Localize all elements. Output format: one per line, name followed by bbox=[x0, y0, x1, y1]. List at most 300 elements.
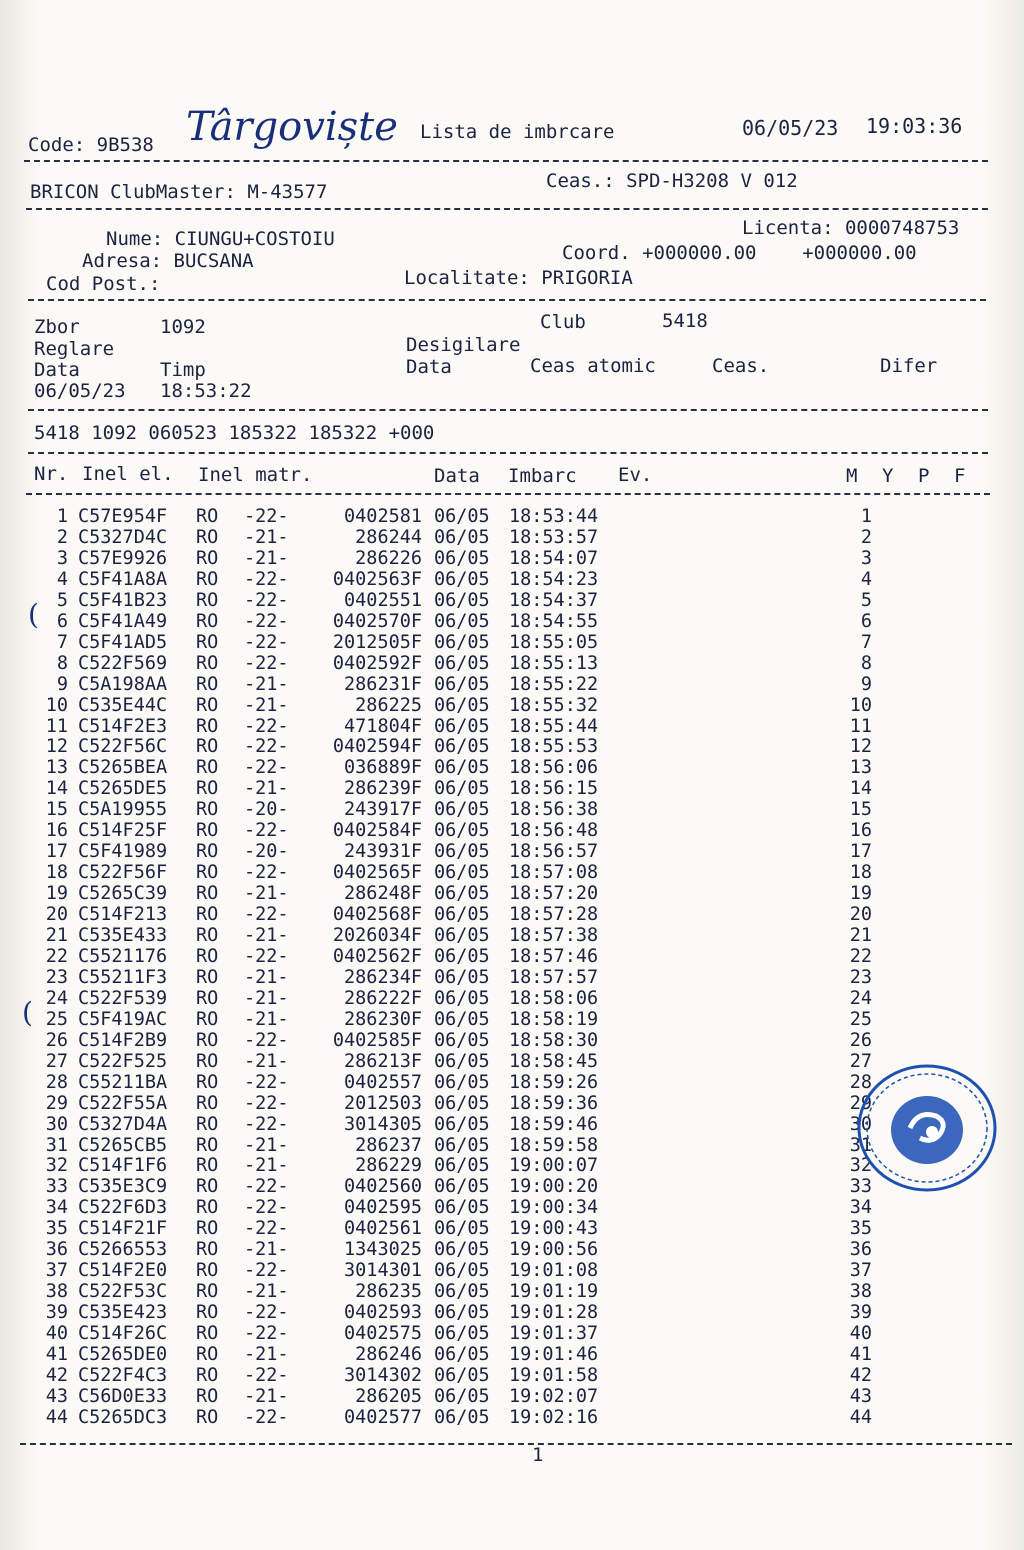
boarding-date: 06/05 bbox=[434, 1281, 490, 1303]
ring-number: 036889F bbox=[344, 757, 422, 779]
table-row bbox=[0, 527, 1024, 548]
position-m: 23 bbox=[849, 966, 872, 988]
electronic-ring-id: C5F41A49 bbox=[78, 610, 168, 632]
ring-number: 471804F bbox=[344, 715, 422, 737]
ring-number: 243931F bbox=[344, 841, 422, 863]
year-code: -21- bbox=[244, 1050, 289, 1072]
year-code: -22- bbox=[244, 631, 289, 653]
electronic-ring-id: C514F2E3 bbox=[78, 715, 168, 737]
boarding-time: 19:02:16 bbox=[509, 1406, 599, 1428]
row-number: 4 bbox=[56, 568, 68, 590]
boarding-time: 18:56:15 bbox=[509, 778, 599, 800]
table-row bbox=[0, 778, 1024, 799]
electronic-ring-id: C522F55A bbox=[78, 1092, 168, 1114]
country-code: RO bbox=[196, 925, 219, 946]
header-ring-number: Inel matr. bbox=[198, 464, 313, 486]
boarding-time: 19:01:58 bbox=[509, 1364, 599, 1386]
boarding-time: 18:56:57 bbox=[509, 841, 599, 863]
year-code: -22- bbox=[244, 1071, 289, 1093]
boarding-time: 18:57:46 bbox=[509, 945, 599, 967]
table-row bbox=[0, 632, 1024, 653]
table-row bbox=[0, 967, 1024, 988]
boarding-time: 18:58:30 bbox=[509, 1029, 599, 1051]
separator-line bbox=[26, 493, 990, 495]
postal-code: Cod Post.: bbox=[46, 273, 161, 295]
boarding-date: 06/05 bbox=[434, 1155, 490, 1177]
row-number: 27 bbox=[45, 1050, 68, 1072]
boarding-time: 18:59:58 bbox=[509, 1134, 599, 1156]
boarding-time: 18:59:46 bbox=[509, 1113, 599, 1135]
country-code: RO bbox=[196, 1050, 219, 1072]
boarding-time: 18:55:22 bbox=[509, 673, 599, 695]
country-code: RO bbox=[196, 1281, 219, 1303]
year-code: -22- bbox=[244, 1260, 289, 1282]
handwritten-bracket-mark: ( bbox=[22, 996, 33, 1029]
position-m: 26 bbox=[849, 1029, 872, 1051]
electronic-ring-id: C514F2E0 bbox=[78, 1260, 168, 1282]
year-code: -22- bbox=[244, 1029, 289, 1051]
year-code: -22- bbox=[244, 1406, 289, 1428]
boarding-date: 06/05 bbox=[434, 1134, 490, 1156]
boarding-time: 18:55:05 bbox=[509, 631, 599, 653]
country-code: RO bbox=[196, 1008, 219, 1030]
country-code: RO bbox=[196, 1302, 219, 1324]
country-code: RO bbox=[196, 736, 219, 758]
year-code: -22- bbox=[244, 1218, 289, 1240]
electronic-ring-id: C5F419AC bbox=[78, 1008, 168, 1030]
table-row bbox=[0, 757, 1024, 778]
electronic-ring-id: C522F539 bbox=[78, 987, 168, 1009]
boarding-date: 06/05 bbox=[434, 1218, 490, 1240]
ring-number: 0402561 bbox=[344, 1218, 422, 1240]
country-code: RO bbox=[196, 757, 219, 779]
country-code: RO bbox=[196, 1364, 219, 1386]
electronic-ring-id: C56D0E33 bbox=[78, 1385, 168, 1407]
electronic-ring-id: C522F569 bbox=[78, 652, 168, 674]
row-number: 26 bbox=[45, 1029, 68, 1051]
country-code: RO bbox=[196, 1134, 219, 1156]
year-code: -22- bbox=[244, 652, 289, 674]
row-number: 19 bbox=[45, 883, 68, 905]
position-m: 8 bbox=[860, 652, 872, 674]
country-code: RO bbox=[196, 778, 219, 800]
boarding-date: 06/05 bbox=[434, 1260, 490, 1282]
country-code: RO bbox=[196, 1113, 219, 1135]
separator-line bbox=[24, 160, 988, 162]
boarding-date: 06/05 bbox=[434, 506, 490, 527]
table-row bbox=[0, 946, 1024, 967]
row-number: 39 bbox=[45, 1302, 68, 1324]
ring-number: 0402565F bbox=[332, 862, 422, 884]
electronic-ring-id: C5327D4A bbox=[78, 1113, 168, 1135]
boarding-time: 19:00:43 bbox=[509, 1218, 599, 1240]
boarding-date: 06/05 bbox=[434, 820, 490, 842]
print-time: 19:03:36 bbox=[866, 114, 963, 138]
year-code: -22- bbox=[244, 1302, 289, 1324]
year-code: -22- bbox=[244, 1323, 289, 1345]
ring-number: 286225 bbox=[355, 694, 422, 716]
position-m: 2 bbox=[860, 526, 872, 548]
country-code: RO bbox=[196, 862, 219, 884]
position-m: 19 bbox=[849, 883, 872, 905]
electronic-ring-id: C5F41B23 bbox=[78, 589, 168, 611]
ring-number: 2012503 bbox=[344, 1092, 422, 1114]
electronic-ring-id: C535E433 bbox=[78, 925, 168, 946]
year-code: -21- bbox=[244, 966, 289, 988]
position-m: 33 bbox=[849, 1176, 872, 1198]
year-code: -22- bbox=[244, 568, 289, 590]
table-row bbox=[0, 653, 1024, 674]
electronic-ring-id: C522F6D3 bbox=[78, 1197, 168, 1219]
clock-id: Ceas.: SPD-H3208 V 012 bbox=[546, 170, 798, 192]
country-code: RO bbox=[196, 568, 219, 590]
boarding-date: 06/05 bbox=[434, 589, 490, 611]
boarding-date: 06/05 bbox=[434, 1302, 490, 1324]
country-code: RO bbox=[196, 589, 219, 611]
boarding-date: 06/05 bbox=[434, 1385, 490, 1407]
ring-number: 286248F bbox=[344, 883, 422, 905]
year-code: -22- bbox=[244, 945, 289, 967]
country-code: RO bbox=[196, 1029, 219, 1051]
country-code: RO bbox=[196, 966, 219, 988]
row-number: 29 bbox=[45, 1092, 68, 1114]
electronic-ring-id: C5F41989 bbox=[78, 841, 168, 863]
year-code: -21- bbox=[244, 1281, 289, 1303]
row-number: 30 bbox=[45, 1113, 68, 1135]
electronic-ring-id: C5327D4C bbox=[78, 526, 168, 548]
position-m: 34 bbox=[849, 1197, 872, 1219]
table-row bbox=[0, 590, 1024, 611]
table-row bbox=[0, 1218, 1024, 1239]
table-row bbox=[0, 904, 1024, 925]
row-number: 36 bbox=[45, 1239, 68, 1261]
header-y: Y bbox=[882, 465, 894, 487]
boarding-date: 06/05 bbox=[434, 1239, 490, 1261]
handwritten-bracket-mark: ( bbox=[28, 598, 39, 631]
position-m: 16 bbox=[849, 820, 872, 842]
header-p: P bbox=[918, 465, 930, 487]
boarding-date: 06/05 bbox=[434, 547, 490, 569]
position-m: 35 bbox=[849, 1218, 872, 1240]
unseal-date-label: Data bbox=[406, 356, 452, 378]
position-m: 18 bbox=[849, 862, 872, 884]
boarding-time: 18:53:57 bbox=[509, 526, 599, 548]
year-code: -21- bbox=[244, 526, 289, 548]
country-code: RO bbox=[196, 1323, 219, 1345]
position-m: 27 bbox=[849, 1050, 872, 1072]
row-number: 42 bbox=[45, 1364, 68, 1386]
row-number: 21 bbox=[45, 925, 68, 946]
country-code: RO bbox=[196, 841, 219, 863]
ring-number: 286234F bbox=[344, 966, 422, 988]
boarding-date: 06/05 bbox=[434, 1029, 490, 1051]
boarding-date: 06/05 bbox=[434, 1176, 490, 1198]
year-code: -22- bbox=[244, 757, 289, 779]
separator-line bbox=[28, 299, 986, 301]
position-m: 7 bbox=[860, 631, 872, 653]
table-row bbox=[0, 1323, 1024, 1344]
ring-number: 1343025 bbox=[344, 1239, 422, 1261]
boarding-time: 19:01:46 bbox=[509, 1344, 599, 1365]
position-m: 13 bbox=[849, 757, 872, 779]
position-m: 6 bbox=[860, 610, 872, 632]
row-number: 41 bbox=[45, 1344, 68, 1365]
ring-number: 286239F bbox=[344, 778, 422, 800]
country-code: RO bbox=[196, 1385, 219, 1407]
flight-number: 1092 bbox=[160, 316, 206, 338]
ring-number: 3014305 bbox=[344, 1113, 422, 1135]
boarding-date: 06/05 bbox=[434, 904, 490, 926]
boarding-time: 18:53:44 bbox=[509, 506, 599, 527]
table-row bbox=[0, 716, 1024, 737]
ring-number: 286246 bbox=[355, 1344, 422, 1365]
boarding-time: 18:54:23 bbox=[509, 568, 599, 590]
country-code: RO bbox=[196, 1155, 219, 1177]
position-m: 42 bbox=[849, 1364, 872, 1386]
row-number: 40 bbox=[45, 1323, 68, 1345]
boarding-time: 18:56:38 bbox=[509, 799, 599, 821]
ring-number: 3014301 bbox=[344, 1260, 422, 1282]
electronic-ring-id: C5266553 bbox=[78, 1239, 168, 1261]
ring-number: 0402584F bbox=[332, 820, 422, 842]
table-row bbox=[0, 695, 1024, 716]
row-number: 14 bbox=[45, 778, 68, 800]
row-number: 1 bbox=[56, 506, 68, 527]
table-row bbox=[0, 1386, 1024, 1407]
ring-number: 0402585F bbox=[332, 1029, 422, 1051]
year-code: -21- bbox=[244, 883, 289, 905]
position-m: 5 bbox=[860, 589, 872, 611]
year-code: -22- bbox=[244, 610, 289, 632]
boarding-date: 06/05 bbox=[434, 987, 490, 1009]
electronic-ring-id: C5265C39 bbox=[78, 883, 168, 905]
row-number: 33 bbox=[45, 1176, 68, 1198]
year-code: -21- bbox=[244, 1008, 289, 1030]
row-number: 13 bbox=[45, 757, 68, 779]
position-m: 1 bbox=[860, 506, 872, 527]
ring-number: 286235 bbox=[355, 1281, 422, 1303]
boarding-time: 18:57:57 bbox=[509, 966, 599, 988]
boarding-time: 18:57:28 bbox=[509, 904, 599, 926]
electronic-ring-id: C514F25F bbox=[78, 820, 168, 842]
electronic-ring-id: C5265DC3 bbox=[78, 1406, 168, 1428]
header-m: M bbox=[846, 465, 858, 487]
table-row bbox=[0, 1281, 1024, 1302]
year-code: -22- bbox=[244, 1092, 289, 1114]
ring-number: 286226 bbox=[355, 547, 422, 569]
header-nr: Nr. bbox=[34, 463, 69, 485]
electronic-ring-id: C5F41A8A bbox=[78, 568, 168, 590]
row-number: 37 bbox=[45, 1260, 68, 1282]
row-number: 44 bbox=[45, 1406, 68, 1428]
country-code: RO bbox=[196, 1260, 219, 1282]
separator-line bbox=[28, 452, 988, 454]
boarding-date: 06/05 bbox=[434, 1113, 490, 1135]
electronic-ring-id: C5265CB5 bbox=[78, 1134, 168, 1156]
table-row bbox=[0, 925, 1024, 946]
boarding-time: 19:02:07 bbox=[509, 1385, 599, 1407]
locality: Localitate: PRIGORIA bbox=[404, 267, 633, 289]
row-number: 11 bbox=[45, 715, 68, 737]
position-m: 9 bbox=[860, 673, 872, 695]
ring-number: 0402560 bbox=[344, 1176, 422, 1198]
position-m: 29 bbox=[849, 1092, 872, 1114]
country-code: RO bbox=[196, 820, 219, 842]
header-date: Data bbox=[434, 465, 480, 487]
country-code: RO bbox=[196, 1406, 219, 1428]
table-row bbox=[0, 1260, 1024, 1281]
year-code: -22- bbox=[244, 1113, 289, 1135]
boarding-date: 06/05 bbox=[434, 715, 490, 737]
position-m: 22 bbox=[849, 945, 872, 967]
electronic-ring-id: C522F56F bbox=[78, 862, 168, 884]
ring-number: 286205 bbox=[355, 1385, 422, 1407]
table-row bbox=[0, 1239, 1024, 1260]
row-number: 22 bbox=[45, 945, 68, 967]
year-code: -22- bbox=[244, 506, 289, 527]
row-number: 43 bbox=[45, 1385, 68, 1407]
year-code: -21- bbox=[244, 925, 289, 946]
ring-number: 0402575 bbox=[344, 1323, 422, 1345]
row-number: 24 bbox=[45, 987, 68, 1009]
position-m: 21 bbox=[849, 925, 872, 946]
ring-number: 0402563F bbox=[332, 568, 422, 590]
owner-address: Adresa: BUCSANA bbox=[82, 250, 254, 272]
electronic-ring-id: C57E9926 bbox=[78, 547, 168, 569]
ring-number: 286229 bbox=[355, 1155, 422, 1177]
year-code: -22- bbox=[244, 1197, 289, 1219]
year-code: -21- bbox=[244, 694, 289, 716]
atomic-clock-label: Ceas atomic bbox=[530, 355, 656, 377]
country-code: RO bbox=[196, 1197, 219, 1219]
table-row bbox=[0, 1030, 1024, 1051]
setting-date: 06/05/23 bbox=[34, 380, 126, 402]
year-code: -22- bbox=[244, 904, 289, 926]
boarding-date: 06/05 bbox=[434, 1406, 490, 1428]
boarding-time: 18:54:07 bbox=[509, 547, 599, 569]
ring-number: 0402581 bbox=[344, 506, 422, 527]
position-m: 40 bbox=[849, 1323, 872, 1345]
country-code: RO bbox=[196, 673, 219, 695]
ring-number: 0402570F bbox=[332, 610, 422, 632]
year-code: -22- bbox=[244, 715, 289, 737]
year-code: -21- bbox=[244, 1134, 289, 1156]
boarding-time: 18:56:06 bbox=[509, 757, 599, 779]
position-m: 10 bbox=[849, 694, 872, 716]
electronic-ring-id: C57E954F bbox=[78, 506, 168, 527]
club-label: Club bbox=[540, 311, 586, 333]
header-electronic-ring: Inel el. bbox=[82, 463, 174, 485]
position-m: 30 bbox=[849, 1113, 872, 1135]
table-row bbox=[0, 569, 1024, 590]
boarding-date: 06/05 bbox=[434, 1344, 490, 1365]
setting-label: Reglare bbox=[34, 338, 115, 360]
boarding-time: 19:00:20 bbox=[509, 1176, 599, 1198]
year-code: -21- bbox=[244, 778, 289, 800]
separator-line bbox=[28, 409, 988, 411]
separator-line bbox=[26, 208, 988, 210]
boarding-time: 18:58:06 bbox=[509, 987, 599, 1009]
row-number: 35 bbox=[45, 1218, 68, 1240]
boarding-date: 06/05 bbox=[434, 966, 490, 988]
row-number: 17 bbox=[45, 841, 68, 863]
electronic-ring-id: C522F525 bbox=[78, 1050, 168, 1072]
ring-number: 0402551 bbox=[344, 589, 422, 611]
ring-number: 0402594F bbox=[332, 736, 422, 758]
country-code: RO bbox=[196, 1092, 219, 1114]
difference-label: Difer bbox=[880, 355, 938, 377]
table-row bbox=[0, 1365, 1024, 1386]
row-number: 38 bbox=[45, 1281, 68, 1303]
print-date: 06/05/23 bbox=[742, 116, 839, 140]
clock-label: Ceas. bbox=[712, 355, 770, 377]
electronic-ring-id: C5521176 bbox=[78, 945, 168, 967]
position-m: 3 bbox=[860, 547, 872, 569]
electronic-ring-id: C5265DE0 bbox=[78, 1344, 168, 1365]
electronic-ring-id: C535E423 bbox=[78, 1302, 168, 1324]
row-number: 23 bbox=[45, 966, 68, 988]
boarding-date: 06/05 bbox=[434, 778, 490, 800]
year-code: -22- bbox=[244, 820, 289, 842]
electronic-ring-id: C522F56C bbox=[78, 736, 168, 758]
ring-number: 0402593 bbox=[344, 1302, 422, 1324]
boarding-date: 06/05 bbox=[434, 526, 490, 548]
row-number: 5 bbox=[56, 589, 68, 611]
country-code: RO bbox=[196, 904, 219, 926]
country-code: RO bbox=[196, 799, 219, 821]
bricon-clubmaster: BRICON ClubMaster: M-43577 bbox=[30, 181, 328, 203]
boarding-date: 06/05 bbox=[434, 799, 490, 821]
boarding-time: 18:57:20 bbox=[509, 883, 599, 905]
boarding-date: 06/05 bbox=[434, 1008, 490, 1030]
table-row bbox=[0, 988, 1024, 1009]
row-number: 15 bbox=[45, 799, 68, 821]
boarding-time: 19:01:37 bbox=[509, 1323, 599, 1345]
electronic-ring-id: C5265DE5 bbox=[78, 778, 168, 800]
electronic-ring-id: C535E3C9 bbox=[78, 1176, 168, 1198]
boarding-time: 19:01:28 bbox=[509, 1302, 599, 1324]
boarding-date: 06/05 bbox=[434, 862, 490, 884]
country-code: RO bbox=[196, 506, 219, 527]
boarding-time: 18:55:53 bbox=[509, 736, 599, 758]
setting-time: 18:53:22 bbox=[160, 380, 252, 402]
country-code: RO bbox=[196, 1239, 219, 1261]
country-code: RO bbox=[196, 883, 219, 905]
position-m: 15 bbox=[849, 799, 872, 821]
boarding-date: 06/05 bbox=[434, 1364, 490, 1386]
row-number: 8 bbox=[56, 652, 68, 674]
boarding-date: 06/05 bbox=[434, 568, 490, 590]
year-code: -21- bbox=[244, 1344, 289, 1365]
header-boarding: Imbarc bbox=[508, 465, 577, 487]
year-code: -21- bbox=[244, 1155, 289, 1177]
ring-number: 0402568F bbox=[332, 904, 422, 926]
page-number: 1 bbox=[532, 1444, 544, 1466]
license-number: Licenta: 0000748753 bbox=[742, 217, 960, 239]
year-code: -21- bbox=[244, 987, 289, 1009]
year-code: -22- bbox=[244, 736, 289, 758]
unsealing-label: Desigilare bbox=[406, 334, 521, 356]
electronic-ring-id: C55211BA bbox=[78, 1071, 168, 1093]
row-number: 28 bbox=[45, 1071, 68, 1093]
position-m: 4 bbox=[860, 568, 872, 590]
time-label: Timp bbox=[160, 359, 206, 381]
position-m: 11 bbox=[849, 715, 872, 737]
header-event: Ev. bbox=[618, 464, 653, 486]
boarding-time: 18:59:36 bbox=[509, 1092, 599, 1114]
date-label: Data bbox=[34, 359, 80, 381]
position-m: 32 bbox=[849, 1155, 872, 1177]
